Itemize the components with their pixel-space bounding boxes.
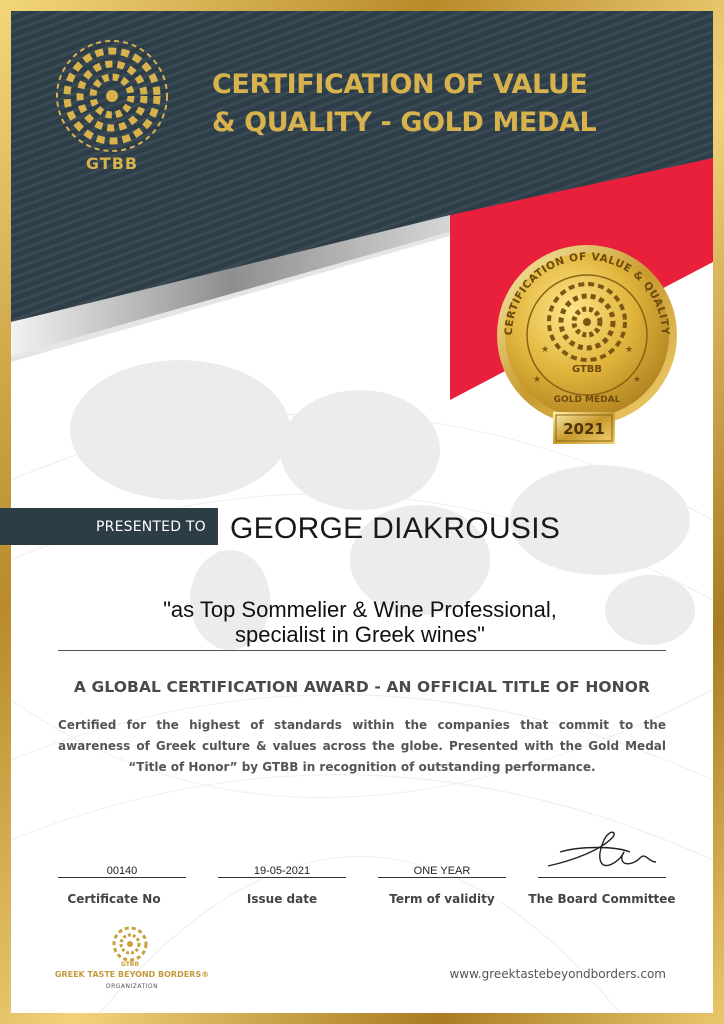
board-committee-label: The Board Committee <box>528 892 676 906</box>
citation-line-1: "as Top Sommelier & Wine Professional, <box>163 597 557 622</box>
logo-text: GTBB <box>85 154 139 173</box>
title-line-2: & QUALITY - GOLD MEDAL <box>212 107 597 138</box>
medal-year: 2021 <box>563 420 605 438</box>
organization-subtitle: ORGANIZATION <box>105 983 159 990</box>
organization-name: GREEK TASTE BEYOND BORDERS® <box>54 970 210 979</box>
svg-text:★: ★ <box>533 375 542 385</box>
certificate-no-label: Certificate No <box>67 892 161 906</box>
footer-logo-text: GTBB <box>120 961 140 968</box>
divider <box>58 650 666 651</box>
citation <box>160 597 560 647</box>
certificate-no-value: 00140 <box>106 865 138 877</box>
recipient-name: GEORGE DIAKROUSIS <box>230 512 561 545</box>
award-heading: A GLOBAL CERTIFICATION AWARD - AN OFFICIAL TITLE OF HONOR <box>73 678 651 696</box>
medal-bottom-text: GOLD MEDAL <box>553 395 621 405</box>
term-of-validity-line <box>378 877 506 878</box>
citation-line-2: specialist in Greek wines" <box>235 622 485 647</box>
board-committee-line <box>538 877 666 878</box>
award-description: Certified for the highest of standards within the companies that commit to the awareness of Greek culture & values across the globe. Presented with the Gold Medal “Title of Honor” by GTBB in recognition of outstanding performance. <box>58 718 666 774</box>
term-of-validity-label: Term of validity <box>389 892 495 906</box>
certificate-title <box>212 66 632 142</box>
term-of-validity-value: ONE YEAR <box>413 865 471 877</box>
medal-center-text: GTBB <box>571 364 603 375</box>
medal-ring-text: CERTIFICATION OF VALUE & QUALITY <box>502 250 672 336</box>
svg-text:★: ★ <box>541 345 550 355</box>
issue-date-value: 19-05-2021 <box>253 865 311 877</box>
issue-date-line <box>218 877 346 878</box>
certificate-no-line <box>58 877 186 878</box>
presented-to-label: PRESENTED TO <box>96 519 206 535</box>
svg-text:★: ★ <box>633 375 642 385</box>
title-line-1: CERTIFICATION OF VALUE <box>212 69 588 100</box>
svg-text:★: ★ <box>625 345 634 355</box>
website-link[interactable]: www.greektastebeyondborders.com <box>449 967 666 981</box>
issue-date-label: Issue date <box>246 892 318 906</box>
